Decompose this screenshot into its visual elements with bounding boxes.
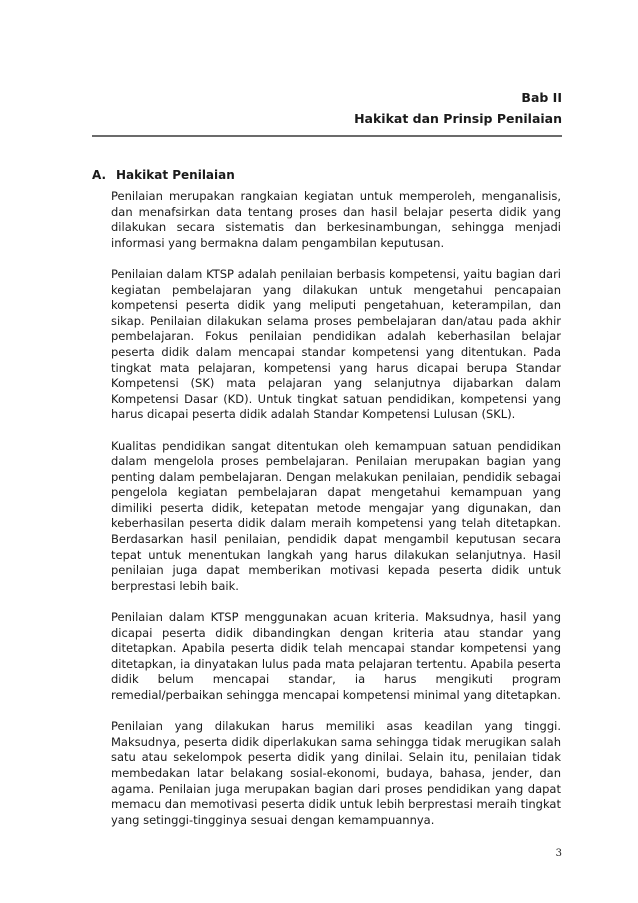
chapter-title: Hakikat dan Prinsip Penilaian <box>354 111 562 126</box>
paragraph: Penilaian merupakan rangkaian kegiatan untuk memperoleh, menganalisis, dan menafsirkan data tentang proses dan hasil belajar peserta didik yang dilakukan secara sistematis dan berkesinambungan, sehingga menjadi informasi yang bermakna dalam pengambilan keputusan. <box>111 189 561 250</box>
body-text <box>111 189 561 844</box>
paragraph: Penilaian yang dilakukan harus memiliki asas keadilan yang tinggi. Maksudnya, peserta didik diperlakukan sama sehingga tidak merugikan salah satu atau sekelompok peserta didik yang dinilai. Selain itu, penilaian tidak membedakan latar belakang sosial-ekonomi, budaya, bahasa, jender, dan agama. Penilaian juga merupakan bagian dari proses pendidikan yang dapat memacu dan memotivasi peserta didik untuk lebih berprestasi meraih tingkat yang setinggi-tingginya sesuai dengan kemampuannya. <box>111 719 561 827</box>
section-heading <box>92 168 235 182</box>
paragraph: Penilaian dalam KTSP menggunakan acuan kriteria. Maksudnya, hasil yang dicapai peserta didik dibandingkan dengan kriteria atau standar yang ditetapkan. Apabila peserta didik telah mencapai standar kompetensi yang ditetapkan, ia dinyatakan lulus pada mata pelajaran tertentu. Apabila peserta didik belum mencapai standar, ia harus mengikuti program remedial/perbaikan sehingga mencapai kompetensi minimal yang ditetapkan. <box>111 610 561 702</box>
header-divider <box>92 135 562 137</box>
chapter-label: Bab II <box>521 90 562 105</box>
page-number: 3 <box>555 848 562 859</box>
paragraph: Penilaian dalam KTSP adalah penilaian berbasis kompetensi, yaitu bagian dari kegiatan pembelajaran yang dilakukan untuk mengetahui pencapaian kompetensi peserta didik yang meliputi pengetahuan, keterampilan, dan sikap. Penilaian dilakukan selama proses pembelajaran dan/atau pada akhir pembelajaran. Fokus penilaian pendidikan adalah keberhasilan belajar peserta didik dalam mencapai standar kompetensi yang ditentukan. Pada tingkat mata pelajaran, kompetensi yang harus dicapai berupa Standar Kompetensi (SK) mata pelajaran yang selanjutnya dijabarkan dalam Kompetensi Dasar (KD). Untuk tingkat satuan pendidikan, kompetensi yang harus dicapai peserta didik adalah Standar Kompetensi Lulusan (SKL). <box>111 266 561 422</box>
paragraph: Kualitas pendidikan sangat ditentukan oleh kemampuan satuan pendidikan dalam mengelola proses pembelajaran. Penilaian merupakan bagian yang penting dalam pembelajaran. Dengan melakukan penilaian, pendidik sebagai pengelola kegiatan pembelajaran dapat mengetahui kemampuan yang dimiliki peserta didik, ketepatan metode mengajar yang digunakan, dan keberhasilan peserta didik dalam meraih kompetensi yang telah ditetapkan. Berdasarkan hasil penilaian, pendidik dapat mengambil keputusan secara tepat untuk menentukan langkah yang harus dilakukan selanjutnya. Hasil penilaian juga dapat memberikan motivasi kepada peserta didik untuk berprestasi lebih baik. <box>111 438 561 593</box>
section-title: Hakikat Penilaian <box>116 168 235 182</box>
section-number: A. <box>92 168 107 182</box>
